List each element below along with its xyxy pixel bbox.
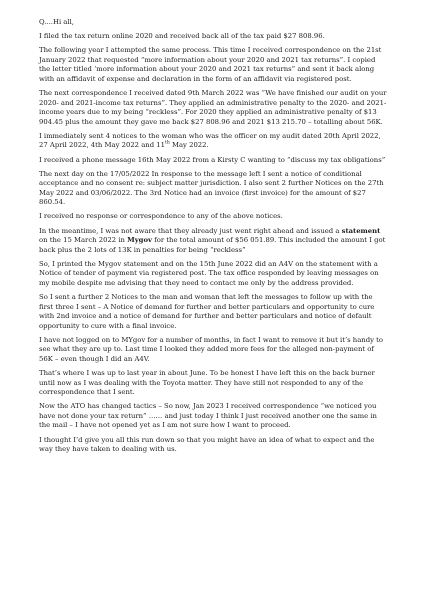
paragraph-no-response: I received no response or correspondence to any of the above notices. [39,212,283,221]
paragraph-audit-result: The next correspondence I received dated 9th March 2022 was “We have finished our audit on your 2020- and 2021-income tax returns”. They applied an administrative penalty to the 2020- and 2021-income years due to my being “reckless”. For 2020 they applied an administrative penalty of $13 904.45 plus the amount they gave me back $27 808.96 and 2021 $13 215.70 – totalling about 56K. [39,89,387,126]
paragraph-conditional-acceptance: The next day on the 17/05/2022 In response to the message left I sent a notice of conditional acceptance and no consent re: subject matter jurisdiction. I also sent 2 further Notices on the 27th May 2022 and 03/06/2022. The 3rd Notice had an invoice (first invoice) for the amount of $27 860.54. [39,169,384,207]
paragraph-text: on the 15 March 2022 in [39,236,128,245]
bold-statement: statement [341,226,381,235]
bold-mygov: Mygov [127,236,153,245]
paragraph-text: May 2022. [169,141,209,150]
paragraph-ato-tactics: Now the ATO has changed tactics – So now, Jan 2023 I received correspondence “we noticed you have not done your tax return” …… and just today I think I just received another one the same in the mail – I have not opened yet as I am not sure how I want to proceed. [39,402,377,430]
paragraph-mygov-fees: I have not logged on to MYgov for a number of months, in fact I want to remove it but it’s handy to see what they are up to. Last time I looked they added more fees for the alleged non-payment of 56K – even though I did an A4V. [39,335,383,363]
paragraph-following-year: The following year I attempted the same process. This time I received correspondence on the 21st January 2022 that requested “more information about your 2020 and 2021 tax returns”. I copied the letter titled ‘more information about your 2020 and 2021 tax returns” and sent it back along with an affidavit of expense and declaration in the form of an affidavit via registered post. [39,46,382,83]
paragraph-notices-sent [39,132,388,151]
paragraph-mygov-a4v: So, I printed the Mygov statement and on the 15th June 2022 did an A4V on the statement with a Notice of tender of payment via registered post. The tax office responded by leaving messages on my mobile despite me advising that they need to contact me only by the address provided. [39,259,379,287]
paragraph-text: I immediately sent 4 notices to the woman who was the officer on my audit dated 20th April 2022, 27 April 2022, 4th May 2022 and 11 [39,131,381,150]
paragraph-further-notices: So I sent a further 2 Notices to the man and woman that left the messages to follow up with the first three I sent – A Notice of demand for further and better particulars and opportunity to cure with 2nd invoice and a notice of demand for further and better particulars and notice of default opportunity to cure with a final invoice. [39,293,375,330]
paragraph-text: In the meantime, I was not aware that they already just went right ahead and issued a [39,226,342,235]
superscript-ordinal: th [164,141,170,147]
paragraph-phone-message: I received a phone message 16th May 2022 from a Kirsty C wanting to “discuss my tax obligations” [39,155,386,164]
paragraph-closing: I thought I’d give you all this run down so that you might have an idea of what to expect and the way they have taken to dealing with us. [39,435,375,454]
paragraph-back-burner: That’s where I was up to last year in about June. To be honest I have left this on the back burner until now as I was dealing with the Toyota matter. They have still not responded to any of the correspondence that I sent. [39,369,375,397]
greeting: Q....Hi all, [39,18,74,26]
paragraph-tax-return-2020: I filed the tax return online 2020 and received back all of the tax paid $27 808.96. [39,32,325,41]
paragraph-statement-issued [39,227,388,256]
paragraph-text: for the total amount of $56 051.89. This included the amount I got back plus the 2 lots of 13K in penalties for being “reckless” [39,236,386,254]
